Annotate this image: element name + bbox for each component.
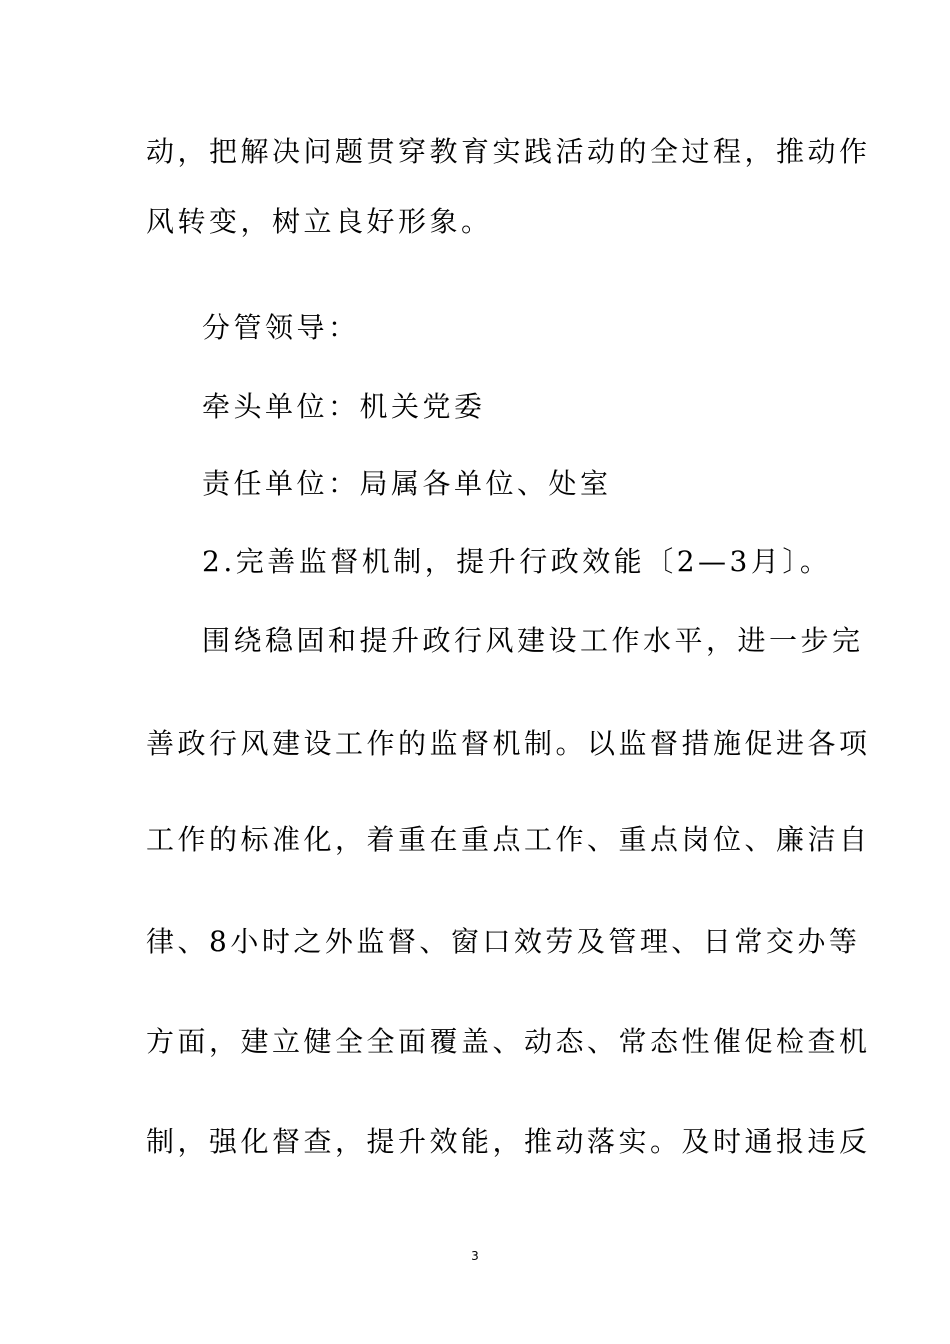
text-line: 制，强化督查，提升效能，推动落实。及时通报违反 bbox=[146, 1125, 871, 1158]
text-line: 动，把解决问题贯穿教育实践活动的全过程，推动作 bbox=[146, 135, 871, 168]
text-line: 牵头单位：机关党委 bbox=[202, 390, 486, 423]
text-line: 风转变，树立良好形象。 bbox=[146, 205, 493, 238]
text-line: 责任单位：局属各单位、处室 bbox=[202, 467, 612, 500]
section-heading: 2.完善监督机制，提升行政效能〔2—3月〕。 bbox=[202, 545, 832, 578]
text-line: 善政行风建设工作的监督机制。以监督措施促进各项 bbox=[146, 727, 871, 760]
text-line: 围绕稳固和提升政行风建设工作水平，进一步完 bbox=[202, 624, 864, 657]
text-line: 方面，建立健全全面覆盖、动态、常态性催促检查机 bbox=[146, 1025, 871, 1058]
text-line: 工作的标准化，着重在重点工作、重点岗位、廉洁自 bbox=[146, 823, 871, 856]
page-number: 3 bbox=[471, 1249, 479, 1263]
text-line: 分管领导： bbox=[202, 311, 360, 344]
text-line: 律、8小时之外监督、窗口效劳及管理、日常交办等 bbox=[146, 925, 861, 958]
